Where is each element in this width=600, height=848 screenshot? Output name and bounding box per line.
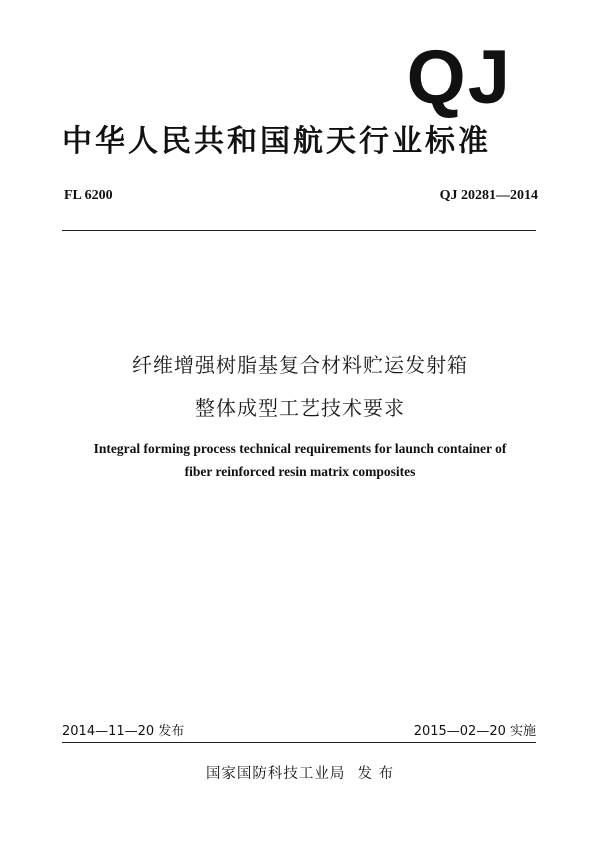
issue-date: 2014—11—20 发布 [62,724,185,739]
standard-number: QJ 20281—2014 [439,188,538,203]
document-title-cn-line1: 纤维增强树脂基复合材料贮运发射箱 [132,353,468,377]
standard-title: 中华人民共和国航天行业标准 [62,124,491,159]
publisher-name: 国家国防科技工业局 [205,766,346,782]
classification-code: FL 6200 [64,188,113,203]
document-title-cn-line2: 整体成型工艺技术要求 [195,396,405,420]
document-title-en-line2: fiber reinforced resin matrix composites [184,464,416,479]
implementation-date: 2015—02—20 实施 [413,724,536,739]
document-title-en-line1: Integral forming process technical requirements for launch container of [93,441,507,456]
qj-logo: QJ [406,35,512,120]
publisher-line [0,762,600,783]
publish-action: 发 布 [357,766,395,782]
footer-divider [62,742,536,743]
header-divider [62,230,536,231]
